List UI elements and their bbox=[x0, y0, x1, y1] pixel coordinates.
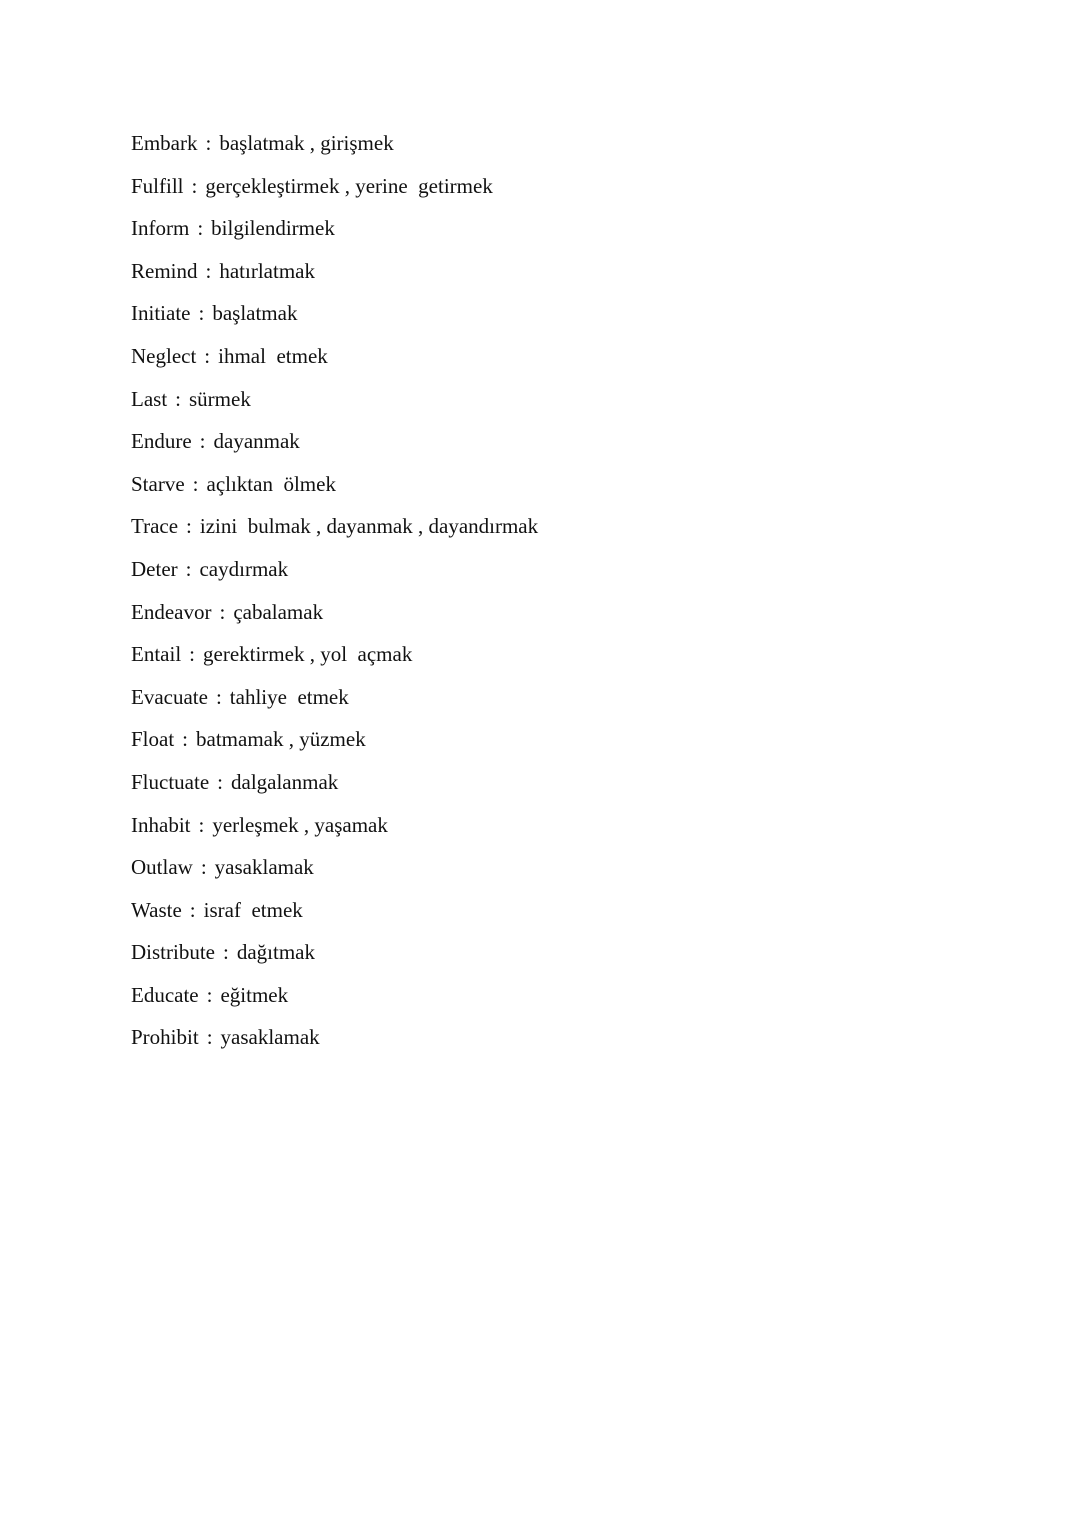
vocabulary-list bbox=[131, 122, 538, 1059]
entry-term: Fluctuate bbox=[131, 769, 210, 794]
vocabulary-entry bbox=[131, 463, 538, 506]
entry-term: Entail bbox=[131, 642, 182, 667]
entry-meaning: bilgilendirmek bbox=[211, 216, 335, 241]
entry-term: Deter bbox=[131, 556, 178, 581]
entry-separator: : bbox=[223, 940, 229, 965]
entry-meaning: çabalamak bbox=[233, 599, 324, 624]
vocabulary-entry bbox=[131, 548, 538, 591]
entry-separator: : bbox=[219, 599, 226, 624]
vocabulary-entry bbox=[131, 165, 538, 208]
entry-separator: : bbox=[199, 429, 206, 454]
entry-meaning: gerçekleştirmek , yerine getirmek bbox=[205, 173, 493, 198]
entry-meaning: israf etmek bbox=[203, 897, 303, 922]
entry-meaning: hatırlatmak bbox=[219, 258, 315, 283]
entry-term: Endure bbox=[131, 429, 192, 454]
entry-separator: : bbox=[197, 216, 204, 241]
entry-separator: : bbox=[189, 642, 195, 667]
entry-term: Last bbox=[131, 386, 168, 411]
entry-separator: : bbox=[186, 514, 192, 539]
entry-meaning: dayanmak bbox=[213, 429, 300, 454]
entry-separator: : bbox=[217, 769, 223, 794]
entry-meaning: yerleşmek , yaşamak bbox=[212, 812, 388, 837]
entry-separator: : bbox=[204, 343, 211, 368]
entry-separator: : bbox=[192, 471, 199, 496]
vocabulary-entry bbox=[131, 804, 538, 847]
vocabulary-entry bbox=[131, 676, 538, 719]
vocabulary-entry bbox=[131, 292, 538, 335]
entry-term: Evacuate bbox=[131, 684, 208, 709]
vocabulary-entry bbox=[131, 505, 538, 548]
vocabulary-entry bbox=[131, 633, 538, 676]
entry-term: Waste bbox=[131, 897, 182, 922]
entry-term: Float bbox=[131, 727, 175, 752]
entry-term: Inhabit bbox=[131, 812, 191, 837]
entry-term: Initiate bbox=[131, 301, 191, 326]
vocabulary-entry bbox=[131, 207, 538, 250]
entry-meaning: ihmal etmek bbox=[218, 343, 328, 368]
entry-separator: : bbox=[189, 897, 196, 922]
vocabulary-entry bbox=[131, 931, 538, 974]
entry-separator: : bbox=[215, 684, 222, 709]
vocabulary-entry bbox=[131, 122, 538, 165]
entry-separator: : bbox=[198, 301, 205, 326]
entry-meaning: başlatmak , girişmek bbox=[219, 131, 394, 155]
entry-meaning: yasaklamak bbox=[220, 1025, 320, 1050]
entry-separator: : bbox=[200, 855, 207, 880]
vocabulary-entry bbox=[131, 718, 538, 761]
entry-separator: : bbox=[198, 812, 205, 837]
entry-term: Educate bbox=[131, 982, 199, 1007]
entry-term: Outlaw bbox=[131, 855, 193, 880]
entry-meaning: gerektirmek , yol açmak bbox=[203, 642, 413, 667]
entry-meaning: dalgalanmak bbox=[231, 769, 339, 794]
entry-term: Starve bbox=[131, 471, 185, 496]
entry-term: Neglect bbox=[131, 343, 197, 368]
vocabulary-entry bbox=[131, 378, 538, 421]
vocabulary-entry bbox=[131, 420, 538, 463]
entry-separator: : bbox=[191, 173, 198, 198]
entry-term: Distribute bbox=[131, 940, 215, 965]
entry-meaning: eğitmek bbox=[220, 982, 289, 1007]
entry-separator: : bbox=[206, 982, 213, 1007]
entry-term: Inform bbox=[131, 216, 190, 241]
entry-separator: : bbox=[185, 556, 192, 581]
entry-term: Fulfill bbox=[131, 173, 184, 198]
entry-separator: : bbox=[206, 1025, 213, 1050]
entry-meaning: dağıtmak bbox=[236, 940, 315, 965]
vocabulary-entry bbox=[131, 335, 538, 378]
vocabulary-entry bbox=[131, 1016, 538, 1059]
entry-meaning: sürmek bbox=[189, 386, 251, 411]
entry-separator: : bbox=[205, 258, 212, 283]
vocabulary-entry bbox=[131, 591, 538, 634]
entry-term: Endeavor bbox=[131, 599, 212, 624]
entry-term: Embark bbox=[131, 131, 198, 155]
vocabulary-entry bbox=[131, 974, 538, 1017]
entry-meaning: tahliye etmek bbox=[229, 684, 349, 709]
entry-meaning: açlıktan ölmek bbox=[206, 471, 336, 496]
entry-meaning: yasaklamak bbox=[214, 855, 314, 880]
entry-term: Remind bbox=[131, 258, 198, 283]
entry-meaning: izini bulmak , dayanmak , dayandırmak bbox=[199, 514, 539, 539]
entry-meaning: başlatmak bbox=[212, 301, 298, 326]
entry-separator: : bbox=[182, 727, 189, 752]
vocabulary-entry bbox=[131, 889, 538, 932]
vocabulary-entry bbox=[131, 250, 538, 293]
entry-term: Trace bbox=[131, 514, 179, 539]
entry-separator: : bbox=[175, 386, 181, 411]
entry-separator: : bbox=[205, 131, 212, 155]
vocabulary-entry bbox=[131, 761, 538, 804]
vocabulary-entry bbox=[131, 846, 538, 889]
entry-meaning: batmamak , yüzmek bbox=[196, 727, 366, 752]
entry-term: Prohibit bbox=[131, 1025, 199, 1050]
entry-meaning: caydırmak bbox=[199, 556, 289, 581]
